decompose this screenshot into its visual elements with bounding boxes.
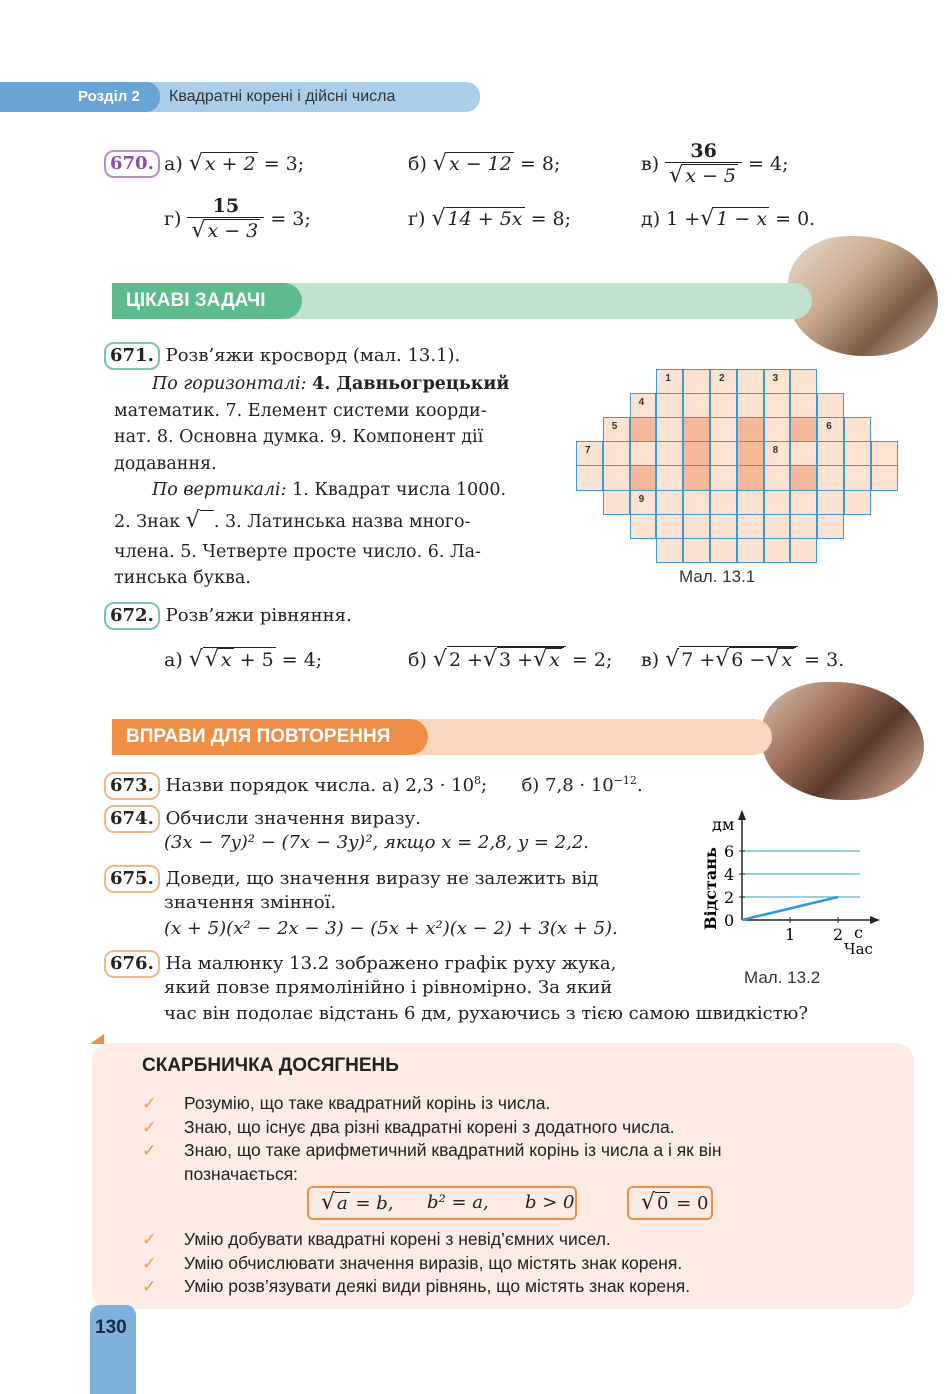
exercise-670: [104, 150, 160, 178]
eq-670-g: г) $\frac{15}{√ x - 3}$ = 3;: [164, 195, 311, 243]
eq-670-a: а) √ x + 2 = 3;: [164, 151, 305, 176]
achievements-list-2: [142, 1228, 882, 1299]
crossword-number: 3: [772, 373, 779, 384]
section-label: Розділ 2: [78, 88, 140, 105]
exercise-title: Розв’яжи кросворд (мал. 13.1).: [165, 345, 461, 366]
exercise-671: [104, 342, 460, 370]
crossword-cell: [790, 393, 817, 418]
crossword-number: 5: [611, 421, 618, 433]
y-axis-label: Відстань: [701, 847, 720, 930]
text-675-line2: значення змінної.: [164, 892, 337, 913]
crossword-cell: [737, 514, 764, 539]
crossword-cell: [683, 465, 710, 490]
y-arrow: [738, 810, 746, 820]
crossword-cell: [764, 465, 791, 490]
achievements-list: [142, 1092, 882, 1186]
crossword-cell: [683, 369, 710, 394]
list-item: ✓ Розумію, що таке квадратний корінь із числа.: [142, 1092, 882, 1116]
crossword-cell: [710, 514, 737, 539]
crossword-cell: [656, 465, 683, 490]
crossword-cell: [737, 490, 764, 515]
y-tick-label: 4: [724, 865, 735, 884]
x-tick-label: 1: [785, 925, 796, 944]
crossword-cell: [764, 490, 791, 515]
y-tick-label: 0: [724, 911, 735, 930]
crossword-number: 2: [719, 373, 725, 384]
crossword-cell: [764, 538, 791, 563]
exercise-676: 676. На малюнку 13.2 зображено графік руху жука,: [104, 950, 616, 978]
exercise-number: 676.: [104, 950, 160, 978]
chapter-title: Квадратні корені і дійсні числа: [169, 88, 396, 105]
x-axis-label: Час: [844, 940, 873, 958]
crossword-number: 4: [638, 397, 645, 409]
crossword-cell: [630, 417, 657, 442]
formula-box-1: √ a = b, b² = a, b > 0: [307, 1186, 577, 1220]
check-icon: ✓: [142, 1229, 157, 1249]
crossword-cell: [844, 441, 871, 466]
eq-670-g2: ґ) √ 14 + 5x = 8;: [408, 206, 572, 231]
crossword-cell: [683, 393, 710, 418]
crossword-cell: [871, 441, 898, 466]
exercise-674: 674. Обчисли значення виразу.: [104, 805, 421, 833]
crossword-cell: [764, 417, 791, 442]
crossword-cell: [656, 393, 683, 418]
y-tick-label: 2: [724, 888, 735, 907]
crossword-cell: [737, 393, 764, 418]
crossword-cell: [737, 417, 764, 442]
expr-675: (x + 5)(x² − 2x − 3) − (5x + x²)(x − 2) + 3(x + 5).: [164, 918, 618, 939]
crossword-cell: [790, 417, 817, 442]
crossword-cell: [790, 465, 817, 490]
eq-672-a: а) √√ x + 5 = 4;: [164, 647, 323, 672]
exercise-number: 673.: [104, 772, 160, 800]
crossword-cell: [710, 417, 737, 442]
crossword-number: 9: [638, 493, 645, 505]
x-unit: с: [854, 923, 863, 942]
crossword-cell: [603, 490, 630, 515]
crossword-cell: [656, 514, 683, 539]
crossword-cell: [710, 490, 737, 515]
crossword-cell: [630, 441, 657, 466]
crossword-cell: [656, 538, 683, 563]
crossword-cell: [817, 490, 844, 515]
crossword-cell: [844, 490, 871, 515]
crossword-cell: [790, 538, 817, 563]
crossword-cell: [710, 393, 737, 418]
crossword-number: 7: [585, 445, 591, 457]
crossword-cell: [683, 538, 710, 563]
list-item: ✓ Умію добувати квадратні корені з невід’ємних чисел.: [142, 1228, 882, 1252]
exercise-number: 670.: [104, 150, 160, 178]
y-unit: дм: [712, 815, 735, 834]
crossword-cell: [603, 441, 630, 466]
text-676-line3: час він подолає відстань 6 дм, рухаючись з тією самою швидкістю?: [164, 1003, 808, 1024]
crossword-cell: [790, 369, 817, 394]
section-title-review: ВПРАВИ ДЛЯ ПОВТОРЕННЯ: [112, 719, 428, 755]
crossword-cell: [790, 441, 817, 466]
crossword-cell: [683, 514, 710, 539]
crossword-cell: [844, 417, 871, 442]
exercise-number: 672.: [104, 602, 160, 630]
expr-674: (3x − 7y)² − (7x − 3y)², якщо x = 2,8, y = 2,2.: [164, 832, 590, 853]
crossword-number: 6: [826, 421, 832, 433]
crossword-cell: [790, 490, 817, 515]
list-item-cont: позначається:: [184, 1163, 299, 1184]
corner-mark: [90, 1034, 104, 1044]
crossword-cell: [683, 417, 710, 442]
crossword-cell: [630, 465, 657, 490]
crossword-cell: [764, 393, 791, 418]
list-item: ✓ Умію обчислювати значення виразів, що містять знак кореня.: [142, 1252, 882, 1276]
crossword-cell: [844, 465, 871, 490]
crossword-cell: [737, 465, 764, 490]
exercise-number: 671.: [104, 342, 160, 370]
crossword-cell: [656, 441, 683, 466]
crossword-cell: [737, 441, 764, 466]
formula-box-2: √ 0 = 0: [627, 1186, 713, 1220]
crossword-cell: [817, 514, 844, 539]
list-item: ✓ Умію розв’язувати деякі види рівнянь, що містять знак кореня.: [142, 1275, 882, 1299]
crossword-cell: [656, 417, 683, 442]
motion-graph: [696, 808, 882, 968]
crossword-cell: [630, 514, 657, 539]
check-icon: ✓: [142, 1140, 157, 1160]
motion-line: [742, 897, 838, 920]
check-icon: ✓: [142, 1276, 157, 1296]
chart-caption: Мал. 13.2: [744, 968, 821, 987]
crossword-cell: [790, 514, 817, 539]
exercise-title: Розв’яжи рівняння.: [165, 605, 352, 626]
crossword-cell: [603, 465, 630, 490]
crossword-cell: [764, 514, 791, 539]
crossword-cell: [710, 538, 737, 563]
crossword-number: 1: [665, 373, 671, 384]
section-title-interesting: ЦІКАВІ ЗАДАЧІ: [112, 283, 302, 319]
crossword-cell: [656, 490, 683, 515]
x-tick-label: 2: [833, 925, 844, 944]
crossword-cell: [683, 441, 710, 466]
y-tick-label: 6: [724, 842, 735, 861]
text-676-line2: який повзе прямолінійно і рівномірно. За який: [164, 977, 613, 998]
crossword-grid: [576, 369, 876, 561]
figure-caption: Мал. 13.1: [679, 567, 756, 586]
crossword-cell: [710, 465, 737, 490]
crossword-cell: [871, 465, 898, 490]
list-item: ✓ Знаю, що таке арифметичний квадратний корінь із числа a і як він: [142, 1139, 882, 1163]
crossword-clues: По горизонталі: 4. Давньогрецький математик. 7. Елемент системи коорди- нат. 8. Основна думка. 9. Компонент дії додавання. По вертикалі: 1. Квадрат числа 1000. 2. Знак √ . 3. Латинська назва много- члена. 5. Четверте просте число. 6. Ла- тинська буква.: [114, 374, 510, 588]
check-icon: ✓: [142, 1093, 157, 1113]
eq-672-v: в) √ 7 +√ 6 −√ x = 3.: [641, 647, 845, 672]
crossword-number: 8: [772, 445, 779, 457]
exercise-672: [104, 602, 352, 630]
eq-670-v: в) $\frac{36}{√ x - 5}$ = 4;: [641, 140, 789, 188]
achievements-title: СКАРБНИЧКА ДОСЯГНЕНЬ: [142, 1055, 399, 1076]
crossword-cell: [710, 441, 737, 466]
exercise-number: 675.: [104, 865, 160, 893]
exercise-673: 673. Назви порядок числа. а) $2,3 \cdot 10^8$; б) $7,8 \cdot 10^{-12}$.: [104, 772, 643, 800]
crossword-cell: [817, 393, 844, 418]
crossword-cell: [737, 538, 764, 563]
eq-670-d: д) 1 +√ 1 − x = 0.: [641, 206, 816, 231]
page-number: 130: [95, 1317, 127, 1338]
check-icon: ✓: [142, 1252, 157, 1273]
girls-photo: [762, 682, 924, 800]
crossword-cell: [817, 441, 844, 466]
exercise-number: 674.: [104, 805, 160, 833]
list-item: ✓ Знаю, що існує два різні квадратні корені з додатного числа.: [142, 1116, 882, 1140]
crossword-cell: [576, 465, 603, 490]
check-icon: ✓: [142, 1116, 157, 1137]
eq-670-b: б) √ x − 12 = 8;: [408, 151, 561, 176]
crossword-cell: [737, 369, 764, 394]
eq-672-b: б) √ 2 +√ 3 +√ x = 2;: [408, 647, 613, 672]
crossword-cell: [683, 490, 710, 515]
x-arrow: [870, 916, 880, 924]
crossword-cell: [817, 465, 844, 490]
exercise-675: 675. Доведи, що значення виразу не залежить від: [104, 865, 598, 893]
